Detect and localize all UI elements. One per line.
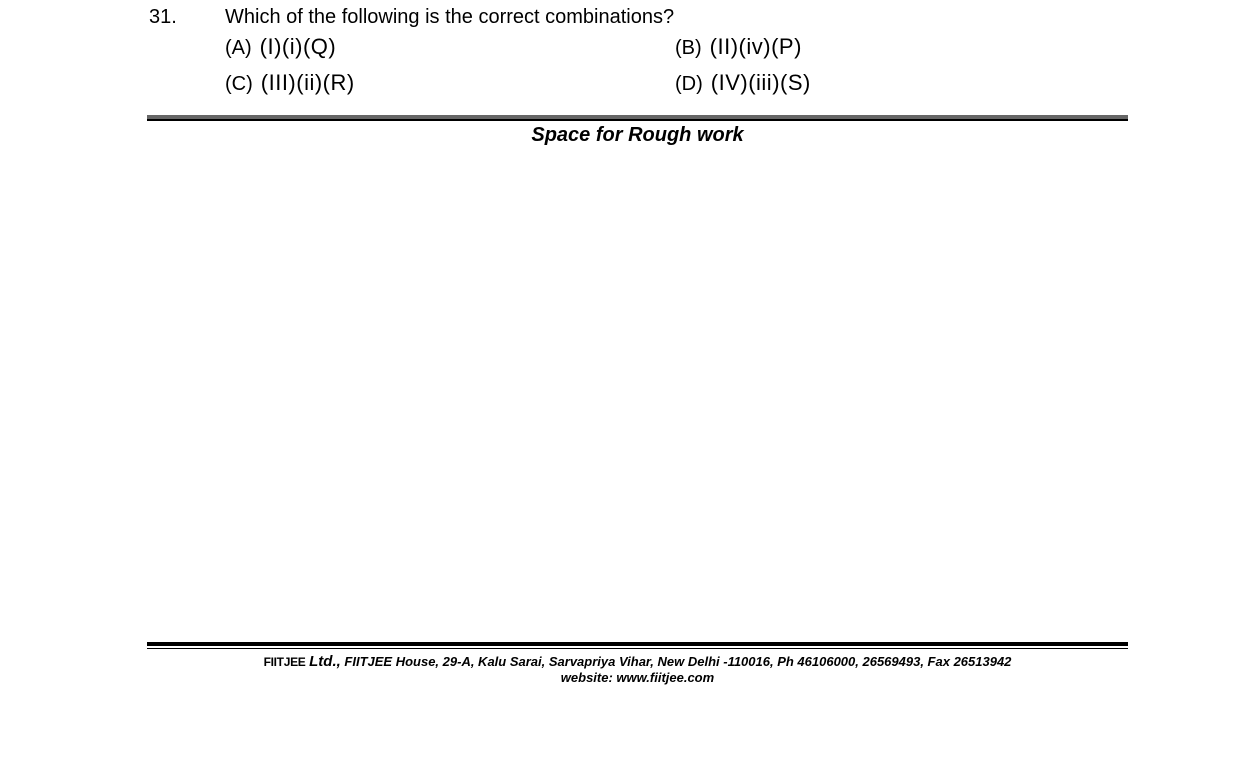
- option-c-label: (C): [225, 73, 253, 95]
- option-d-label: (D): [675, 73, 703, 95]
- footer-address: FIITJEE House, 29-A, Kalu Sarai, Sarvapriya Vihar, New Delhi -110016, Ph 46106000, 26569493, Fax 26513942: [344, 654, 1012, 669]
- footer-divider-thick: [147, 642, 1128, 646]
- rough-work-title: Space for Rough work: [531, 124, 744, 146]
- option-d: [675, 70, 811, 96]
- footer-address-line: [147, 654, 1128, 670]
- option-d-value: (IV)(iii)(S): [710, 70, 811, 95]
- option-b-value: (II)(iv)(P): [709, 34, 802, 59]
- footer-website: website: www.fiitjee.com: [560, 670, 715, 685]
- footer-ltd: Ltd.,: [309, 653, 341, 670]
- option-b-label: (B): [675, 37, 702, 59]
- question-number: 31.: [149, 6, 177, 28]
- rough-work-area: [147, 152, 1128, 638]
- option-c: [225, 70, 355, 96]
- question-text: Which of the following is the correct combinations?: [225, 6, 675, 28]
- option-c-value: (III)(ii)(R): [260, 70, 355, 95]
- option-a: [225, 34, 336, 60]
- rough-work-divider: [147, 115, 1128, 121]
- option-a-value: (I)(i)(Q): [259, 34, 337, 59]
- option-a-label: (A): [225, 37, 252, 59]
- option-b: [675, 34, 802, 60]
- footer-divider-thin: [147, 648, 1128, 649]
- footer-brand: FIITJEE: [263, 655, 306, 669]
- page-footer: [147, 654, 1128, 685]
